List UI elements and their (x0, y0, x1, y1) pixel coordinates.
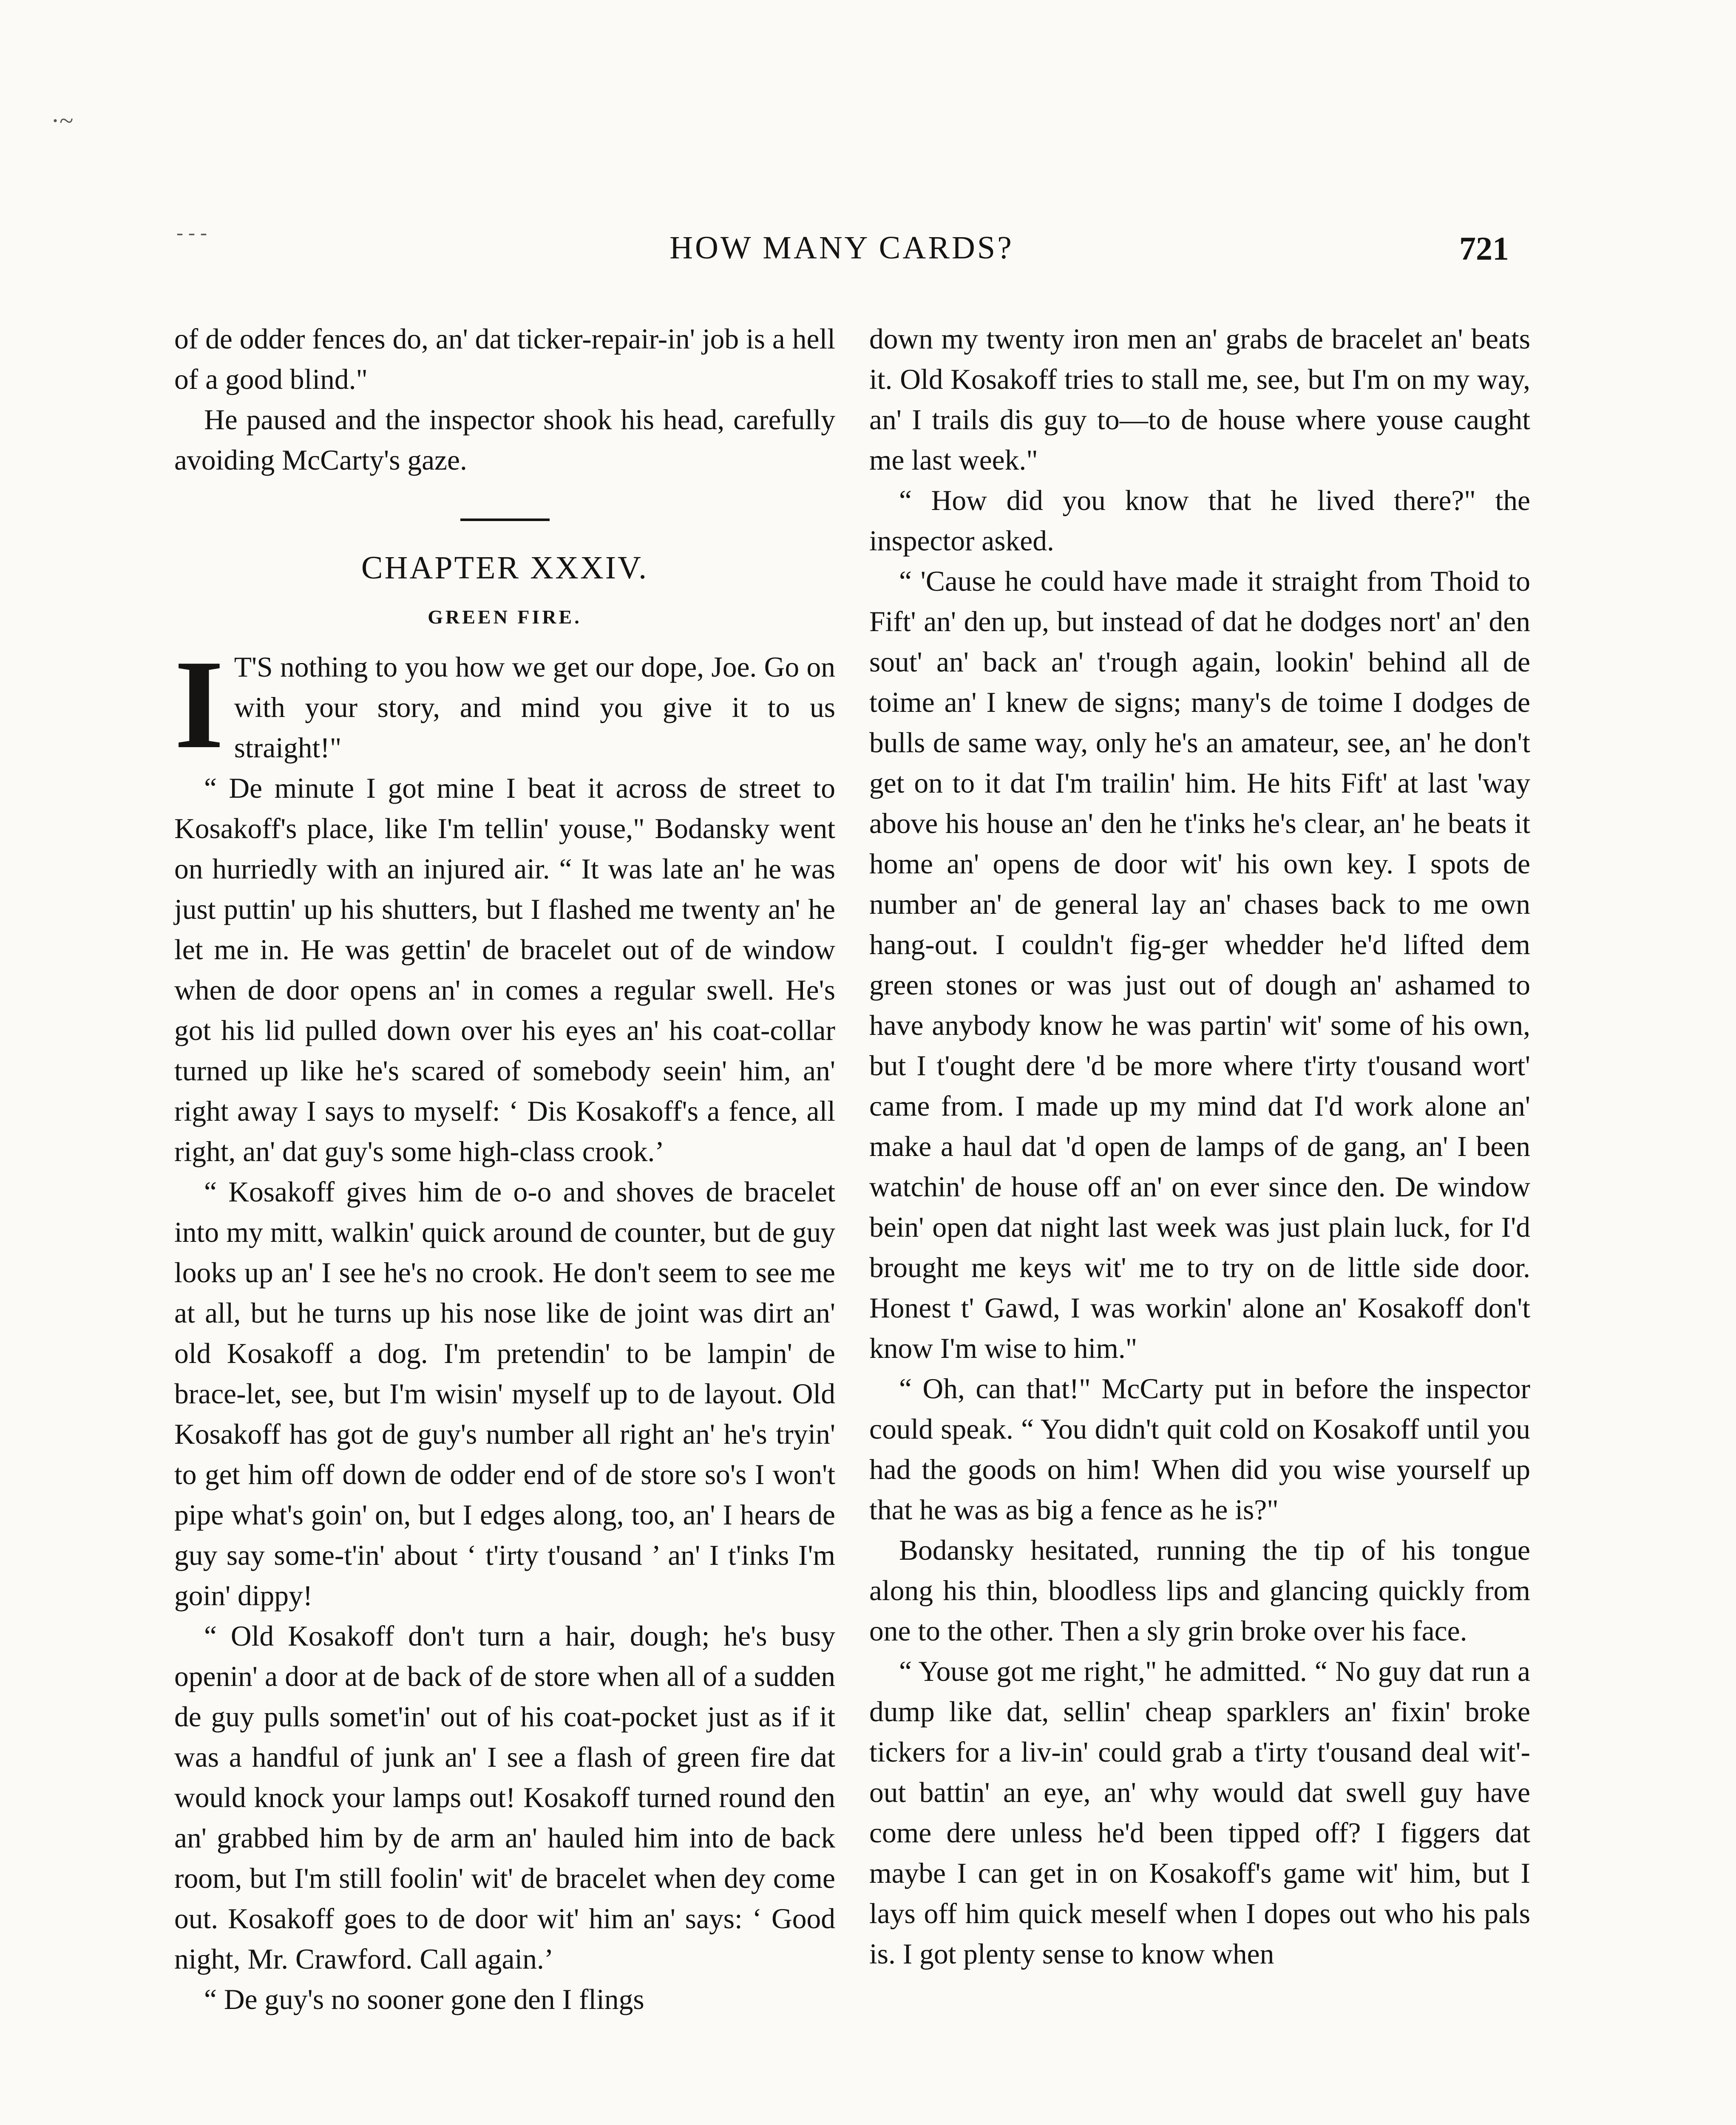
right-column (869, 319, 1530, 1974)
paragraph: “ Kosakoff gives him de o-o and shoves de bracelet into my mitt, walkin' quick around de counter, but de guy looks up an' I see he's no crook. He don't seem to see me at all, but he turns up his nose like de joint was dirt an' old Kosakoff a dog. I'm pretendin' to be lampin' de brace-let, see, but I'm wisin' myself up to de layout. Old Kosakoff has got de guy's number all right an' he's tryin' to get him off down de odder end of de store so's I won't pipe what's goin' on, but I edges along, too, an' I hears de guy say some-t'in' about ‘ t'irty t'ousand ’ an' I t'inks I'm goin' dippy! (174, 1176, 835, 1612)
paragraph: “ 'Cause he could have made it straight from Thoid to Fift' an' den up, but instead of dat he dodges nort' an' den sout' an' back an' t'rough again, lookin' behind all de toime an' I knew de signs; many's de toime I dodges de bulls de same way, only he's an amateur, see, an' he don't get on to it dat I'm trailin' him. He hits Fift' at last 'way above his house an' den he t'inks he's clear, an' he beats it home an' opens de door wit' his own key. I spots de number an' de general lay an' chases back to me own hang-out. I couldn't fig-ger whedder he'd lifted dem green stones or was just out of dough an' ashamed to have anybody know he was partin' wit' some of his own, but I t'ought dere 'd be more where t'irty t'ousand wort' came from. I made up my mind dat I'd work alone an' make a haul dat 'd open de lamps of de gang, an' I been watchin' de house off an' on ever since den. De window bein' open dat night last week was just plain luck, for I'd brought me keys wit' me to try on de little side door. Honest t' Gawd, I was workin' alone an' Kosakoff don't know I'm wise to him." (869, 565, 1530, 1364)
section-divider (460, 518, 550, 521)
paragraph: “ De minute I got mine I beat it across de street to Kosakoff's place, like I'm tellin' youse," Bodansky went on hurriedly with an injured air. “ It was late an' he was just puttin' up his shutters, but I flashed me twenty an' he let me in. He was gettin' de bracelet out of de window when de door opens an' in comes a regular swell. He's got his lid pulled down over his eyes an' his coat-collar turned up like he's scared of somebody seein' him, an' right away I says to myself: ‘ Dis Kosakoff's a fence, all right, an' dat guy's some high-class crook.’ (174, 772, 835, 1167)
paragraph: He paused and the inspector shook his head, carefully avoiding McCarty's gaze. (174, 404, 835, 476)
chapter-subtitle: GREEN FIRE. (428, 606, 582, 628)
scan-speck-mark: ·~ (51, 107, 74, 135)
paragraph: down my twenty iron men an' grabs de bracelet an' beats it. Old Kosakoff tries to stall me, see, but I'm on my way, an' I trails dis guy to—to de house where youse caught me last week." (869, 323, 1530, 476)
paragraph: “ How did you know that he lived there?" the inspector asked. (869, 484, 1530, 557)
left-column (174, 319, 835, 2020)
paragraph: of de odder fences do, an' dat ticker-repair-in' job is a hell of a good blind." (174, 323, 835, 395)
paragraph: “ Old Kosakoff don't turn a hair, dough; he's busy openin' a door at de back of de store when all of a sudden de guy pulls somet'in' out of his coat-pocket just as if it was a handful of junk an' I see a flash of green fire dat would knock your lamps out! Kosakoff turned round den an' grabbed him by de arm an' hauled him into de back room, but I'm still foolin' wit' de bracelet when dey come out. Kosakoff goes to de door wit' him an' says: ‘ Good night, Mr. Crawford. Call again.’ (174, 1620, 835, 1975)
scan-dash-mark: - - - (176, 221, 207, 244)
chapter-title: CHAPTER XXXIV. (361, 550, 649, 586)
paragraph: Bodansky hesitated, running the tip of his tongue along his thin, bloodless lips and glancing quickly from one to the other. Then a sly grin broke over his face. (869, 1534, 1530, 1647)
opening-paragraph-text: T'S nothing to you how we get our dope, Joe. Go on with your story, and mind you give it to us straight!" (234, 651, 835, 764)
paragraph: “ De guy's no sooner gone den I flings (204, 1983, 644, 2015)
drop-cap: I (174, 634, 224, 775)
paragraph: “ Youse got me right," he admitted. “ No guy dat run a dump like dat, sellin' cheap sparklers an' fixin' broke tickers for a liv-in' could grab a t'irty t'ousand deal wit'-out battin' an eye, an' why would dat swell guy have come dere unless he'd been tipped off? I figgers dat maybe I can get in on Kosakoff's game wit' him, but I lays off him quick meself when I dopes out who his pals is. I got plenty sense to know when (869, 1655, 1530, 1970)
page-number: 721 (1459, 230, 1509, 267)
page-header (174, 230, 1509, 276)
opening-paragraph (174, 634, 835, 775)
paragraph: “ Oh, can that!" McCarty put in before the inspector could speak. “ You didn't quit cold on Kosakoff until you had the goods on him! When did you wise yourself up that he was as big a fence as he is?" (869, 1373, 1530, 1526)
running-title: HOW MANY CARDS? (669, 230, 1014, 266)
